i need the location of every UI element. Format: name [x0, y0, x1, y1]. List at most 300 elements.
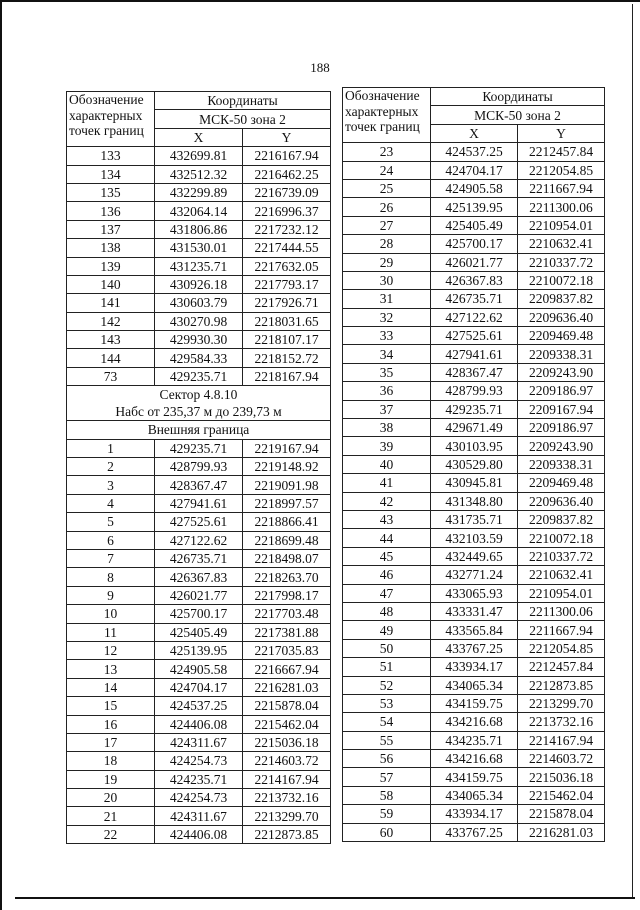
table-row [343, 768, 605, 786]
point-number-cell: 31 [343, 290, 431, 308]
table-row [67, 367, 331, 385]
table-row [343, 235, 605, 253]
table-row [67, 752, 331, 770]
y-coordinate-cell: 2219091.98 [243, 476, 331, 494]
coordinates-table-right-body [343, 88, 605, 842]
x-coordinate-cell: 432299.89 [155, 183, 243, 201]
designation-header [67, 92, 155, 147]
x-coordinate-cell: 430270.98 [155, 312, 243, 330]
point-number-cell: 23 [343, 143, 431, 161]
x-header: X [431, 124, 518, 142]
point-number-cell: 17 [67, 733, 155, 751]
y-coordinate-cell: 2209338.31 [518, 345, 605, 363]
point-number-cell: 144 [67, 349, 155, 367]
y-coordinate-cell: 2209338.31 [518, 455, 605, 473]
y-coordinate-cell: 2210072.18 [518, 271, 605, 289]
table-row [67, 807, 331, 825]
point-number-cell: 58 [343, 786, 431, 804]
page-number: 188 [310, 60, 330, 75]
y-coordinate-cell: 2212054.85 [518, 161, 605, 179]
point-number-cell: 135 [67, 183, 155, 201]
y-coordinate-cell: 2217381.88 [243, 623, 331, 641]
x-coordinate-cell: 429671.49 [431, 419, 518, 437]
y-coordinate-cell: 2215036.18 [518, 768, 605, 786]
x-coordinate-cell: 424235.71 [155, 770, 243, 788]
y-coordinate-cell: 2211300.06 [518, 602, 605, 620]
x-coordinate-cell: 429584.33 [155, 349, 243, 367]
header-row [67, 92, 331, 110]
x-coordinate-cell: 427122.62 [431, 308, 518, 326]
point-number-cell: 22 [67, 825, 155, 843]
table-row [343, 455, 605, 473]
y-coordinate-cell: 2210954.01 [518, 216, 605, 234]
point-number-cell: 50 [343, 639, 431, 657]
y-header: Y [243, 128, 331, 146]
x-coordinate-cell: 433767.25 [431, 639, 518, 657]
x-coordinate-cell: 424537.25 [431, 143, 518, 161]
x-coordinate-cell: 426367.83 [155, 568, 243, 586]
y-coordinate-cell: 2209469.48 [518, 327, 605, 345]
designation-header-line: точек границ [345, 119, 420, 134]
x-coordinate-cell: 431530.01 [155, 239, 243, 257]
table-row [343, 198, 605, 216]
y-coordinate-cell: 2210632.41 [518, 235, 605, 253]
x-coordinate-cell: 434216.68 [431, 713, 518, 731]
point-number-cell: 60 [343, 823, 431, 841]
x-coordinate-cell: 424406.08 [155, 825, 243, 843]
x-coordinate-cell: 433934.17 [431, 658, 518, 676]
table-row [67, 183, 331, 201]
x-coordinate-cell: 430926.18 [155, 275, 243, 293]
table-row [343, 382, 605, 400]
point-number-cell: 10 [67, 605, 155, 623]
table-row [343, 216, 605, 234]
x-coordinate-cell: 430945.81 [431, 474, 518, 492]
point-number-cell: 47 [343, 584, 431, 602]
y-coordinate-cell: 2216667.94 [243, 660, 331, 678]
y-coordinate-cell: 2209636.40 [518, 308, 605, 326]
table-row [343, 823, 605, 841]
table-row [67, 623, 331, 641]
point-number-cell: 13 [67, 660, 155, 678]
table-row [343, 308, 605, 326]
point-number-cell: 11 [67, 623, 155, 641]
table-row [343, 419, 605, 437]
point-number-cell: 42 [343, 492, 431, 510]
y-coordinate-cell: 2217035.83 [243, 641, 331, 659]
y-coordinate-cell: 2211300.06 [518, 198, 605, 216]
coordinates-table-left [66, 91, 331, 844]
table-row [343, 510, 605, 528]
point-number-cell: 136 [67, 202, 155, 220]
x-header: X [155, 128, 243, 146]
y-coordinate-cell: 2218699.48 [243, 531, 331, 549]
point-number-cell: 40 [343, 455, 431, 473]
y-coordinate-cell: 2217926.71 [243, 294, 331, 312]
y-coordinate-cell: 2216281.03 [243, 678, 331, 696]
x-coordinate-cell: 433331.47 [431, 602, 518, 620]
x-coordinate-cell: 427122.62 [155, 531, 243, 549]
point-number-cell: 37 [343, 400, 431, 418]
table-row [67, 770, 331, 788]
point-number-cell: 51 [343, 658, 431, 676]
y-coordinate-cell: 2215036.18 [243, 733, 331, 751]
table-row [67, 568, 331, 586]
y-coordinate-cell: 2217998.17 [243, 586, 331, 604]
y-coordinate-cell: 2209243.90 [518, 437, 605, 455]
x-coordinate-cell: 432771.24 [431, 566, 518, 584]
table-row [343, 786, 605, 804]
table-row [67, 549, 331, 567]
point-number-cell: 12 [67, 641, 155, 659]
point-number-cell: 34 [343, 345, 431, 363]
table-row [67, 239, 331, 257]
y-coordinate-cell: 2216281.03 [518, 823, 605, 841]
table-row [67, 586, 331, 604]
y-coordinate-cell: 2218167.94 [243, 367, 331, 385]
x-coordinate-cell: 425139.95 [155, 641, 243, 659]
y-coordinate-cell: 2212873.85 [518, 676, 605, 694]
x-coordinate-cell: 434065.34 [431, 676, 518, 694]
y-coordinate-cell: 2209837.82 [518, 290, 605, 308]
x-coordinate-cell: 424704.17 [431, 161, 518, 179]
designation-header-line: Обозначение [69, 92, 144, 107]
x-coordinate-cell: 430103.95 [431, 437, 518, 455]
x-coordinate-cell: 431735.71 [431, 510, 518, 528]
y-coordinate-cell: 2209469.48 [518, 474, 605, 492]
scan-border-left [0, 0, 2, 910]
x-coordinate-cell: 434235.71 [431, 731, 518, 749]
y-coordinate-cell: 2210632.41 [518, 566, 605, 584]
x-coordinate-cell: 431806.86 [155, 220, 243, 238]
y-coordinate-cell: 2217793.17 [243, 275, 331, 293]
x-coordinate-cell: 428367.47 [431, 363, 518, 381]
x-coordinate-cell: 425139.95 [431, 198, 518, 216]
y-coordinate-cell: 2214603.72 [518, 750, 605, 768]
y-coordinate-cell: 2216739.09 [243, 183, 331, 201]
table-row [343, 621, 605, 639]
point-number-cell: 143 [67, 331, 155, 349]
x-coordinate-cell: 434065.34 [431, 786, 518, 804]
point-number-cell: 32 [343, 308, 431, 326]
point-number-cell: 134 [67, 165, 155, 183]
point-number-cell: 140 [67, 275, 155, 293]
table-row [67, 476, 331, 494]
x-coordinate-cell: 432449.65 [431, 547, 518, 565]
point-number-cell: 39 [343, 437, 431, 455]
y-coordinate-cell: 2209837.82 [518, 510, 605, 528]
point-number-cell: 20 [67, 789, 155, 807]
table-row [67, 733, 331, 751]
y-coordinate-cell: 2215878.04 [243, 697, 331, 715]
table-row [343, 143, 605, 161]
point-number-cell: 18 [67, 752, 155, 770]
point-number-cell: 5 [67, 513, 155, 531]
y-coordinate-cell: 2212457.84 [518, 658, 605, 676]
point-number-cell: 41 [343, 474, 431, 492]
point-number-cell: 9 [67, 586, 155, 604]
y-coordinate-cell: 2209186.97 [518, 419, 605, 437]
table-row [67, 697, 331, 715]
y-coordinate-cell: 2209243.90 [518, 363, 605, 381]
table-row [67, 678, 331, 696]
y-coordinate-cell: 2219167.94 [243, 439, 331, 457]
boundary-label-row [67, 421, 331, 439]
table-row [67, 825, 331, 843]
table-row [67, 312, 331, 330]
table-row [67, 331, 331, 349]
y-coordinate-cell: 2218152.72 [243, 349, 331, 367]
point-number-cell: 27 [343, 216, 431, 234]
point-number-cell: 133 [67, 147, 155, 165]
y-coordinate-cell: 2211667.94 [518, 179, 605, 197]
table-row [67, 641, 331, 659]
point-number-cell: 46 [343, 566, 431, 584]
y-coordinate-cell: 2218866.41 [243, 513, 331, 531]
point-number-cell: 56 [343, 750, 431, 768]
y-coordinate-cell: 2212873.85 [243, 825, 331, 843]
point-number-cell: 7 [67, 549, 155, 567]
x-coordinate-cell: 424905.58 [431, 179, 518, 197]
table-row [343, 676, 605, 694]
table-row [343, 345, 605, 363]
x-coordinate-cell: 429235.71 [155, 367, 243, 385]
x-coordinate-cell: 430529.80 [431, 455, 518, 473]
y-coordinate-cell: 2210072.18 [518, 529, 605, 547]
x-coordinate-cell: 426367.83 [431, 271, 518, 289]
x-coordinate-cell: 429235.71 [155, 439, 243, 457]
y-coordinate-cell: 2218031.65 [243, 312, 331, 330]
point-number-cell: 43 [343, 510, 431, 528]
table-row [343, 566, 605, 584]
designation-header-line: Обозначение [345, 88, 420, 103]
table-row [67, 147, 331, 165]
table-row [67, 531, 331, 549]
y-coordinate-cell: 2217444.55 [243, 239, 331, 257]
y-coordinate-cell: 2214603.72 [243, 752, 331, 770]
x-coordinate-cell: 434159.75 [431, 768, 518, 786]
y-coordinate-cell: 2217703.48 [243, 605, 331, 623]
point-number-cell: 28 [343, 235, 431, 253]
x-coordinate-cell: 424406.08 [155, 715, 243, 733]
table-row [67, 660, 331, 678]
table-row [67, 789, 331, 807]
table-row [343, 363, 605, 381]
point-number-cell: 15 [67, 697, 155, 715]
table-row [67, 165, 331, 183]
table-row [343, 658, 605, 676]
table-row [67, 275, 331, 293]
y-coordinate-cell: 2214167.94 [518, 731, 605, 749]
y-header: Y [518, 124, 605, 142]
point-number-cell: 2 [67, 458, 155, 476]
point-number-cell: 55 [343, 731, 431, 749]
table-row [343, 327, 605, 345]
x-coordinate-cell: 427941.61 [155, 494, 243, 512]
point-number-cell: 45 [343, 547, 431, 565]
x-coordinate-cell: 432512.32 [155, 165, 243, 183]
x-coordinate-cell: 424537.25 [155, 697, 243, 715]
y-coordinate-cell: 2212054.85 [518, 639, 605, 657]
x-coordinate-cell: 432103.59 [431, 529, 518, 547]
table-row [343, 290, 605, 308]
table-row [343, 271, 605, 289]
x-coordinate-cell: 429930.30 [155, 331, 243, 349]
designation-header [343, 88, 431, 143]
x-coordinate-cell: 432699.81 [155, 147, 243, 165]
table-row [67, 220, 331, 238]
table-row [67, 513, 331, 531]
table-row [343, 584, 605, 602]
x-coordinate-cell: 426021.77 [155, 586, 243, 604]
y-coordinate-cell: 2216167.94 [243, 147, 331, 165]
y-coordinate-cell: 2211667.94 [518, 621, 605, 639]
point-number-cell: 141 [67, 294, 155, 312]
table-row [67, 202, 331, 220]
sector-heading [67, 386, 331, 421]
point-number-cell: 142 [67, 312, 155, 330]
y-coordinate-cell: 2209167.94 [518, 400, 605, 418]
x-coordinate-cell: 424704.17 [155, 678, 243, 696]
coordinates-header: Координаты [155, 92, 331, 110]
point-number-cell: 48 [343, 602, 431, 620]
table-row [343, 253, 605, 271]
coordinates-table-right [342, 87, 605, 842]
table-row [343, 713, 605, 731]
table-row [343, 400, 605, 418]
x-coordinate-cell: 434216.68 [431, 750, 518, 768]
coordinate-system-header: МСК-50 зона 2 [155, 110, 331, 128]
point-number-cell: 137 [67, 220, 155, 238]
table-row [343, 805, 605, 823]
y-coordinate-cell: 2212457.84 [518, 143, 605, 161]
x-coordinate-cell: 431235.71 [155, 257, 243, 275]
point-number-cell: 3 [67, 476, 155, 494]
point-number-cell: 53 [343, 694, 431, 712]
point-number-cell: 59 [343, 805, 431, 823]
point-number-cell: 139 [67, 257, 155, 275]
x-coordinate-cell: 425700.17 [155, 605, 243, 623]
sector-row [67, 386, 331, 421]
table-row [67, 494, 331, 512]
point-number-cell: 57 [343, 768, 431, 786]
x-coordinate-cell: 424311.67 [155, 807, 243, 825]
x-coordinate-cell: 433565.84 [431, 621, 518, 639]
sector-height-range: Набс от 235,37 м до 239,73 м [115, 404, 282, 420]
y-coordinate-cell: 2217232.12 [243, 220, 331, 238]
y-coordinate-cell: 2215462.04 [243, 715, 331, 733]
point-number-cell: 19 [67, 770, 155, 788]
designation-header-line: точек границ [69, 123, 144, 138]
x-coordinate-cell: 430603.79 [155, 294, 243, 312]
y-coordinate-cell: 2213299.70 [243, 807, 331, 825]
table-row [343, 474, 605, 492]
point-number-cell: 33 [343, 327, 431, 345]
y-coordinate-cell: 2210954.01 [518, 584, 605, 602]
point-number-cell: 38 [343, 419, 431, 437]
y-coordinate-cell: 2215462.04 [518, 786, 605, 804]
x-coordinate-cell: 433065.93 [431, 584, 518, 602]
y-coordinate-cell: 2218997.57 [243, 494, 331, 512]
designation-header-line: характерных [69, 107, 143, 123]
header-row [343, 88, 605, 106]
point-number-cell: 52 [343, 676, 431, 694]
x-coordinate-cell: 431348.80 [431, 492, 518, 510]
point-number-cell: 73 [67, 367, 155, 385]
point-number-cell: 16 [67, 715, 155, 733]
table-row [67, 257, 331, 275]
x-coordinate-cell: 427525.61 [431, 327, 518, 345]
table-row [343, 602, 605, 620]
point-number-cell: 54 [343, 713, 431, 731]
table-row [67, 349, 331, 367]
x-coordinate-cell: 432064.14 [155, 202, 243, 220]
x-coordinate-cell: 428367.47 [155, 476, 243, 494]
point-number-cell: 26 [343, 198, 431, 216]
scan-border-right [632, 4, 633, 899]
point-number-cell: 30 [343, 271, 431, 289]
x-coordinate-cell: 426021.77 [431, 253, 518, 271]
x-coordinate-cell: 425405.49 [431, 216, 518, 234]
table-row [67, 458, 331, 476]
point-number-cell: 29 [343, 253, 431, 271]
coordinates-table-left-body [67, 92, 331, 844]
x-coordinate-cell: 425700.17 [431, 235, 518, 253]
point-number-cell: 8 [67, 568, 155, 586]
y-coordinate-cell: 2218498.07 [243, 549, 331, 567]
y-coordinate-cell: 2213299.70 [518, 694, 605, 712]
table-row [343, 750, 605, 768]
x-coordinate-cell: 424905.58 [155, 660, 243, 678]
point-number-cell: 25 [343, 179, 431, 197]
point-number-cell: 36 [343, 382, 431, 400]
x-coordinate-cell: 434159.75 [431, 694, 518, 712]
scan-border-bottom [15, 897, 635, 899]
table-row [343, 492, 605, 510]
designation-header-line: характерных [345, 103, 419, 119]
x-coordinate-cell: 433934.17 [431, 805, 518, 823]
y-coordinate-cell: 2213732.16 [243, 789, 331, 807]
table-row [343, 529, 605, 547]
y-coordinate-cell: 2217632.05 [243, 257, 331, 275]
table-row [343, 179, 605, 197]
y-coordinate-cell: 2218263.70 [243, 568, 331, 586]
point-number-cell: 49 [343, 621, 431, 639]
x-coordinate-cell: 425405.49 [155, 623, 243, 641]
x-coordinate-cell: 426735.71 [155, 549, 243, 567]
sector-title: Сектор 4.8.10 [159, 387, 238, 403]
table-row [343, 639, 605, 657]
y-coordinate-cell: 2216996.37 [243, 202, 331, 220]
y-coordinate-cell: 2210337.72 [518, 253, 605, 271]
x-coordinate-cell: 427941.61 [431, 345, 518, 363]
y-coordinate-cell: 2214167.94 [243, 770, 331, 788]
y-coordinate-cell: 2210337.72 [518, 547, 605, 565]
point-number-cell: 24 [343, 161, 431, 179]
x-coordinate-cell: 429235.71 [431, 400, 518, 418]
y-coordinate-cell: 2218107.17 [243, 331, 331, 349]
x-coordinate-cell: 433767.25 [431, 823, 518, 841]
point-number-cell: 6 [67, 531, 155, 549]
point-number-cell: 1 [67, 439, 155, 457]
table-row [67, 439, 331, 457]
table-row [67, 294, 331, 312]
point-number-cell: 14 [67, 678, 155, 696]
point-number-cell: 35 [343, 363, 431, 381]
point-number-cell: 21 [67, 807, 155, 825]
y-coordinate-cell: 2209636.40 [518, 492, 605, 510]
x-coordinate-cell: 427525.61 [155, 513, 243, 531]
